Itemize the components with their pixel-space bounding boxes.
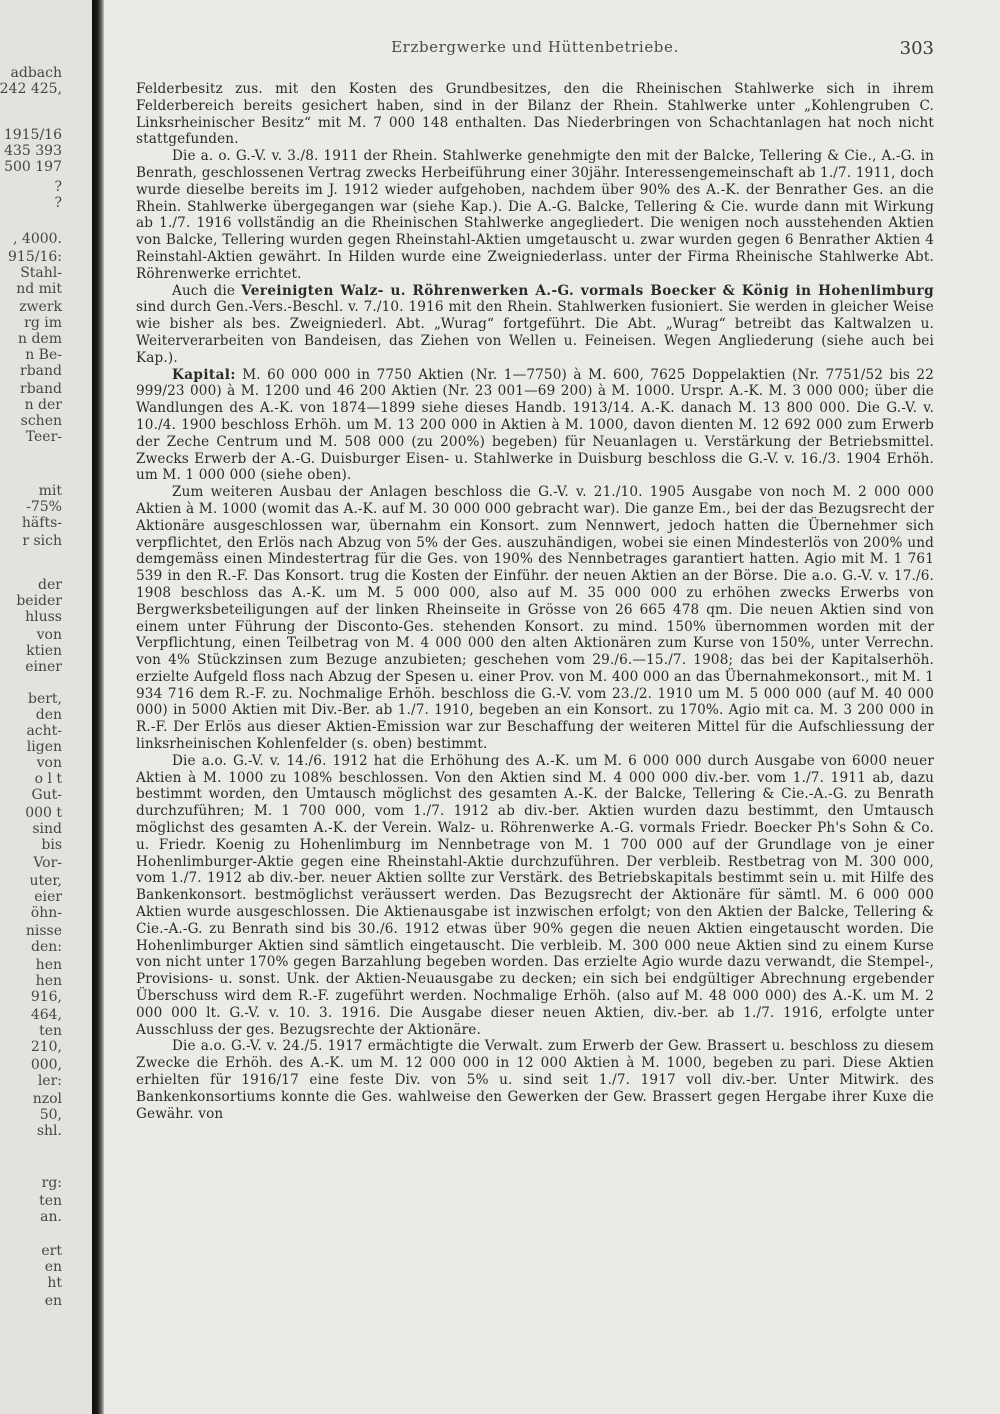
margin-fragment: den: bbox=[31, 939, 62, 955]
margin-fragment: nd mit bbox=[16, 281, 62, 297]
paragraph bbox=[136, 283, 934, 367]
body-text bbox=[136, 81, 934, 1122]
margin-fragment: 50, bbox=[39, 1107, 62, 1123]
margin-fragment: acht- bbox=[26, 723, 62, 739]
margin-fragment: rband bbox=[20, 381, 62, 397]
margin-fragment: sind bbox=[32, 821, 62, 837]
margin-fragment: n Be- bbox=[25, 347, 62, 363]
margin-fragment: öhn- bbox=[30, 905, 62, 921]
margin-fragment: 000, bbox=[30, 1057, 62, 1073]
margin-fragment: adbach bbox=[10, 65, 62, 81]
margin-fragment: beider bbox=[16, 593, 62, 609]
paragraph-text: Die a. o. G.-V. v. 3./8. 1911 der Rhein. Stahlwerke genehmigte den mit der Balcke, Tellering & Cie., A.-G. in Benrath, geschlossenen Vertrag zwecks Herbeiführung einer 30jähr. Interessengemeinschaft ab 1./7. 1911, doch wurde dieselbe bereits im J. 1912 wieder aufgehoben, nachdem über 90% des A.-K. der Benrather Ges. an die Rhein. Stahlwerke übergegangen war (siehe Kap.). Die A.-G. Balcke, Tellering & Cie. wurde dann mit Wirkung ab 1./7. 1916 vollständig an die Rheinischen Stahlwerke angegliedert. Die wenigen noch ausstehenden Aktien von Balcke, Tellering wurden gegen Rheinstahl-Aktien umgetauscht u. zwar wurden gegen 6 Benrather Aktien 4 Reinstahl-Aktien gewährt. In Hilden wurde eine Zweigniederlass. unter der Firma Rheinische Stahlwerke Abt. Röhrenwerke errichtet. bbox=[136, 148, 934, 282]
paragraph bbox=[136, 148, 934, 282]
margin-fragment: zwerk bbox=[19, 299, 62, 315]
margin-fragment: hen bbox=[35, 973, 62, 989]
margin-fragment: 210, bbox=[30, 1039, 62, 1055]
margin-fragment: hluss bbox=[25, 609, 62, 625]
paragraph bbox=[136, 753, 934, 1039]
margin-fragment: -75% bbox=[26, 499, 62, 515]
margin-fragment: ht bbox=[47, 1275, 62, 1291]
margin-fragment: der bbox=[38, 577, 62, 593]
page-number: 303 bbox=[899, 38, 934, 59]
book-gutter bbox=[92, 0, 104, 1414]
margin-fragment: ? bbox=[54, 195, 62, 211]
adjacent-page-fragment bbox=[0, 0, 92, 1414]
margin-fragment: 435 393 bbox=[4, 143, 62, 159]
margin-fragment: 464, bbox=[30, 1007, 62, 1023]
paragraph-text: Felderbesitz zus. mit den Kosten des Grundbesitzes, den die Rheinischen Stahlwerke sich in ihrem Felderbereich bereits gesichert haben, sind in der Bilanz der Rhein. Stahlwerke unter „Kohlengruben C. Linksrheinischer Besitz“ mit M. 7 000 148 enthalten. Das Niederbringen von Schachtanlagen hat noch nicht stattgefunden. bbox=[136, 81, 934, 148]
margin-fragment: en bbox=[44, 1259, 62, 1275]
margin-fragment: r sich bbox=[22, 533, 62, 549]
margin-fragment: uter, bbox=[29, 873, 62, 889]
margin-fragment: 916, bbox=[30, 989, 62, 1005]
bold-lead: Vereinigten Walz- u. Röhrenwerken A.-G. vormals Boecker & König in Hohenlimburg bbox=[241, 282, 935, 299]
margin-fragment: ler: bbox=[37, 1073, 62, 1089]
margin-fragment: an. bbox=[40, 1209, 62, 1225]
running-title: Erzbergwerke und Hüttenbetriebe. bbox=[391, 38, 679, 56]
margin-fragment: von bbox=[36, 627, 62, 643]
paragraph-text: Die a.o. G.-V. v. 14./6. 1912 hat die Erhöhung des A.-K. um M. 6 000 000 durch Ausgabe von 6000 neuer Aktien à M. 1000 zu 108% beschlossen. Von den Aktien sind M. 4 000 000 div.-ber. vom 1./7. 1911 ab, dazu bestimmt worden, den Umtausch möglichst des gesamten A.-K. der Balcke, Tellering & Cie.-A.-G. zu Benrath durchzuführen; M. 1 700 000, vom 1./7. 1912 ab div.-ber. Aktien wurden dazu bestimmt, den Umtausch möglichst des gesamten A.-K. der Verein. Walz- u. Röhrenwerke A.-G. vormals Friedr. Boecker Ph's Sohn & Co. u. Friedr. Koenig zu Hohenlimburg im Nennbetrage von M. 1 700 000 auf der Grundlage von je einer Hohenlimburger-Aktie gegen eine Rheinstahl-Aktie durchzuführen. Der verbleib. Restbetrag von M. 300 000, vom 1./7. 1912 ab div.-ber. neuer Aktien sollte zur Verstärk. des Betriebskapitals bestimmt sein u. mit Hilfe des Bankenkonsort. bestmöglichst veräussert werden. Das Bezugsrecht der Aktionäre für sämtl. M. 6 000 000 Aktien wurde ausgeschlossen. Die Aktienausgabe ist inzwischen erfolgt; von den Aktien der Balcke, Tellering & Cie.-A.-G. zu Benrath sind bis 30./6. 1912 etwas über 90% gegen die neuen Aktien eingetauscht worden. Die Hohenlimburger Aktien sind sämtlich eingetauscht. Die verbleib. M. 300 000 neue Aktien sind zu einem Kurse von nicht unter 170% gegen Barzahlung begeben worden. Das erzielte Agio wurde dazu verwandt, die Stempel-, Provisions- u. sonst. Unk. der Aktien-Neuausgabe zu decken; ein sich bei endgültiger Abrechnung ergebender Überschuss wird dem R.-F. zugeführt werden. Nochmalige Erhöh. (also auf M. 48 000 000) des A.-K. um M. 2 000 000 lt. G.-V. v. 10. 3. 1916. Die Ausgabe dieser neuen Aktien, div.-ber. ab 1./7. 1916, erfolgte unter Ausschluss der ges. Bezugsrechte der Aktionäre. bbox=[136, 752, 934, 1038]
margin-fragment: ert bbox=[41, 1243, 62, 1259]
page-header bbox=[136, 38, 934, 58]
margin-fragment: 000 t bbox=[25, 805, 62, 821]
margin-fragment: schen bbox=[20, 413, 62, 429]
margin-fragment: ktien bbox=[26, 643, 62, 659]
paragraph-text: Die a.o. G.-V. v. 24./5. 1917 ermächtigte die Verwalt. zum Erwerb der Gew. Brassert u. beschloss zu diesem Zwecke die Erhöh. des A.-K. um M. 12 000 000 in 12 000 Aktien à M. 1000, begeben zu pari. Diese Aktien erhielten für 1916/17 eine feste Div. von 5% u. sind seit 1./7. 1917 voll div.-ber. Unter Mitwirk. des Bankenkonsortiums konnte die Ges. wahlweise den Gewerken der Gew. Brassert gegen Hergabe ihrer Kuxe die Gewähr. von bbox=[136, 1038, 934, 1122]
margin-fragment: nisse bbox=[25, 923, 62, 939]
margin-fragment: hen bbox=[35, 957, 62, 973]
margin-fragment: rband bbox=[20, 363, 62, 379]
paragraph-text: Zum weiteren Ausbau der Anlagen beschloss die G.-V. v. 21./10. 1905 Ausgabe von noch M. 2 000 000 Aktien à M. 1000 (womit das A.-K. auf M. 30 000 000 gebracht war). Die ganze Em., bei der das Bezugsrecht der Aktionäre ausgeschlossen war, übernahm ein Konsort. zum Nennwert, jedoch hatten die Übernehmer sich verpflichtet, den Erlös nach Abzug von 5% der Ges. auszuhändigen, wobei sie einen Mindesterlös von 200% und demgemäss einen Mindestertrag für die Ges. von 190% des Nennbetrages garantiert hatten. Agio mit M. 1 761 539 in den R.-F. Das Konsort. trug die Kosten der Einführ. der neuen Aktien an der Börse. Die a.o. G.-V. v. 17./6. 1908 beschloss das A.-K. um M. 5 000 000, also auf M. 35 000 000 zu erhöhen zwecks Erwerbs von Bergwerksbeteiligungen auf der linken Rheinseite in Grösse von 26 665 478 qm. Die neuen Aktien sind von einem unter Führung der Disconto-Ges. stehenden Konsort. zu mind. 150% übernommen worden mit der Verpflichtung, einen Teilbetrag von M. 4 000 000 den alten Aktionären zum Kurse von 150%, unter Verrechn. von 4% Stückzinsen zum Bezuge anzubieten; geschehen vom 29./6.—15./7. 1908; das bei der Kapitalserhöh. erzielte Aufgeld floss nach Abzug der Spesen u. einer Prov. von M. 400 000 an das Übernahmekonsort., mit M. 1 934 716 dem R.-F. zu. Nochmalige Erhöh. beschloss die G.-V. vom 23./2. 1910 um M. 5 000 000 (auf M. 40 000 000) in 5000 Aktien mit Div.-Ber. ab 1./7. 1910, begeben an ein Konsort. zu 170%. Agio mit ca. M. 3 200 000 in R.-F. Der Erlös aus dieser Aktien-Emission war zur Beschaffung der weiteren Mittel für die Aufschliessung der linksrheinischen Kohlenfelder (s. oben) bestimmt. bbox=[136, 484, 934, 753]
margin-fragment: mit bbox=[38, 483, 62, 499]
paragraph-prefix: Auch die bbox=[172, 282, 242, 299]
margin-fragment: Teer- bbox=[25, 429, 62, 445]
margin-fragment: 1915/16 bbox=[3, 127, 62, 143]
margin-fragment: ligen bbox=[26, 739, 62, 755]
paragraph-text: sind durch Gen.-Vers.-Beschl. v. 7./10. 1916 mit den Rhein. Stahlwerken fusioniert. Sie werden in gleicher Weise wie bisher als bes. Zweigniederl. Abt. „Wurag“ fortgeführt. Die Abt. „Wurag“ betreibt das Kaltwalzen u. Weiterverarbeiten von Bandeisen, das Ziehen von Wellen u. Feineisen. Wegen Angliederung (siehe auch bei Kap.). bbox=[136, 299, 934, 366]
margin-fragment: Vor- bbox=[33, 855, 62, 871]
margin-fragment: Stahl- bbox=[20, 265, 62, 281]
margin-fragment: rg: bbox=[41, 1175, 62, 1191]
paragraph-text: M. 60 000 000 in 7750 Aktien (Nr. 1—7750) à M. 600, 7625 Doppelaktien (Nr. 7751/52 bis 22 999/23 000) à M. 1200 und 46 200 Aktien (Nr. 23 001—69 200) à M. 1000. Urspr. A.-K. M. 3 000 000; über die Wandlungen des A.-K. von 1874—1899 siehe dieses Handb. 1913/14. A.-K. danach M. 13 800 000. Die G.-V. v. 10./4. 1900 beschloss Erhöh. um M. 13 200 000 in Aktien à M. 1000, davon dienten M. 12 692 000 zum Erwerb der Zeche Centrum und M. 508 000 (zu 200%) begeben) für Neuanlagen u. Verstärkung der Betriebsmittel. Zwecks Erwerb der A.-G. Duisburger Eisen- u. Stahlwerke in Duisburg beschloss die G.-V. v. 16./3. 1904 Erhöh. um M. 1 000 000 (siehe oben). bbox=[136, 366, 934, 484]
bold-lead: Kapital: bbox=[172, 366, 236, 383]
margin-fragment: bert, bbox=[27, 691, 62, 707]
paragraph bbox=[136, 484, 934, 753]
margin-fragment: 500 197 bbox=[4, 159, 62, 175]
margin-fragment: rg im bbox=[24, 315, 62, 331]
margin-fragment: , 4000. bbox=[13, 231, 62, 247]
margin-fragment: Gut- bbox=[31, 787, 62, 803]
margin-fragment: n dem bbox=[18, 331, 62, 347]
margin-fragment: ? bbox=[54, 179, 62, 195]
margin-fragment: o l t bbox=[34, 771, 62, 787]
margin-fragment: den bbox=[35, 707, 62, 723]
margin-fragment: nzol bbox=[32, 1091, 62, 1107]
margin-fragment: von bbox=[36, 755, 62, 771]
margin-fragment: eier bbox=[34, 889, 62, 905]
paragraph bbox=[136, 81, 934, 148]
document-page bbox=[104, 0, 1000, 1414]
margin-fragment: 915/16: bbox=[8, 249, 62, 265]
margin-fragment: ten bbox=[39, 1023, 62, 1039]
margin-fragment: en bbox=[44, 1293, 62, 1309]
margin-fragment: häfts- bbox=[21, 515, 62, 531]
margin-fragment: n der bbox=[24, 397, 62, 413]
margin-fragment: shl. bbox=[36, 1123, 62, 1139]
margin-fragment: einer bbox=[25, 659, 62, 675]
paragraph bbox=[136, 367, 934, 485]
paragraph bbox=[136, 1038, 934, 1122]
margin-fragment: 242 425, bbox=[0, 81, 62, 97]
margin-fragment: ten bbox=[39, 1193, 62, 1209]
margin-fragment: bis bbox=[41, 837, 62, 853]
